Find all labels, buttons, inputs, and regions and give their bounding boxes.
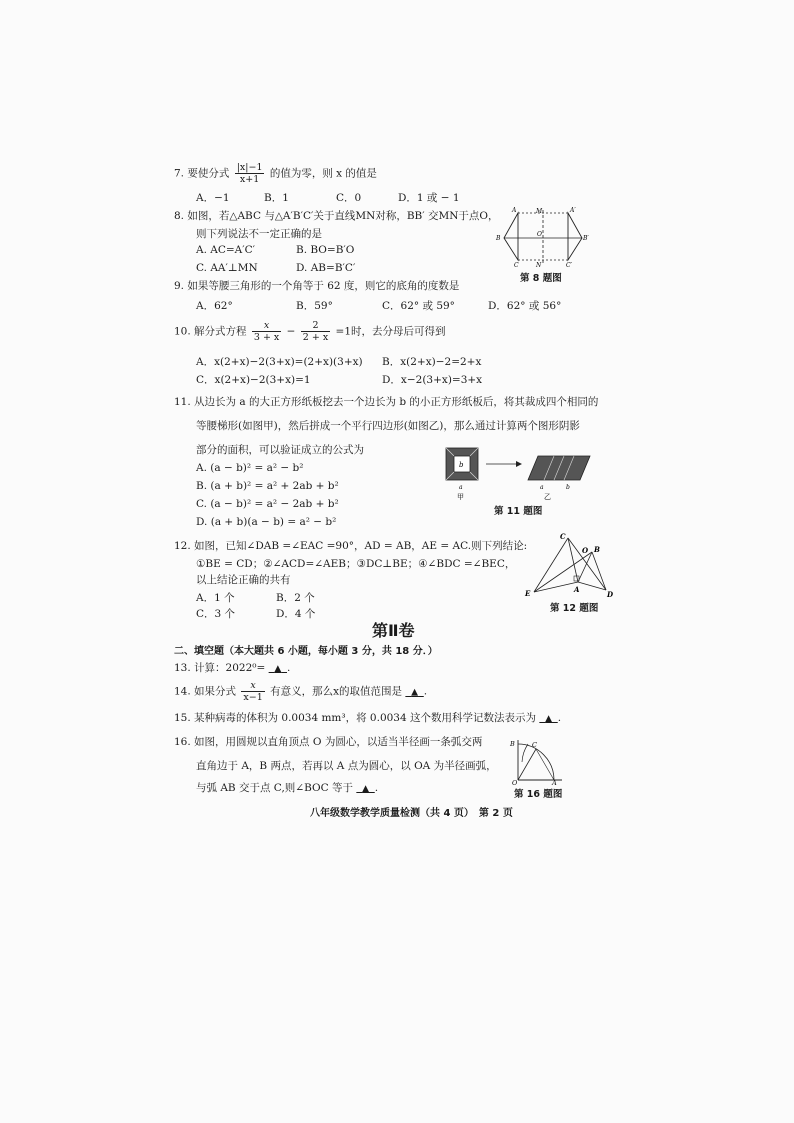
q9-option-b: B．59° [296, 300, 333, 312]
q13-blank [269, 664, 287, 674]
q8-option-a: A. AC=A′C′ [196, 244, 256, 256]
part2-title: 第Ⅱ卷 [372, 621, 415, 640]
q11-fig-b2: b [566, 484, 570, 491]
q11-line2: 等腰梯形(如图甲)，然后拼成一个平行四边形(如图乙)，那么通过计算两个图形阴影 [196, 420, 580, 432]
q11-figure [440, 446, 594, 504]
q14-pre: 如果分式 [194, 685, 237, 698]
q11-option-c: C. (a − b)² = a² − 2ab + b² [196, 498, 339, 510]
q10-f2-num: 2 [301, 320, 330, 332]
q8-line1 [174, 208, 499, 223]
q16-line2: 直角边于 A，B 两点，若再以 A 点为圆心，以 OA 为半径画弧， [196, 760, 497, 772]
q8-label-c-prime: C′ [566, 262, 572, 268]
q11-fig-yi: 乙 [544, 493, 551, 501]
q12-option-c: C．3 个 [196, 608, 236, 620]
q11-num: 11. [174, 396, 191, 408]
q7-option-c: C．0 [336, 192, 362, 204]
q7-fraction [235, 162, 265, 185]
q13-text: 计算：2022⁰= [194, 662, 266, 674]
q12-text-1: 如图，已知∠DAB =∠EAC =90°，AD = AB，AE = AC.则下列结论: [194, 540, 528, 552]
q16-blank-mark: ▲ [362, 784, 369, 794]
q8-option-d: D. AB=B′C′ [296, 262, 356, 274]
q7-frac-den: x+1 [239, 174, 260, 185]
q11-option-d: D. (a + b)(a − b) = a² − b² [196, 516, 337, 528]
q16-num: 16. [174, 736, 191, 748]
q15-blank-mark: ▲ [545, 714, 552, 724]
q7 [174, 162, 377, 185]
q12-figure [522, 530, 616, 600]
q8-label-c: C [514, 262, 519, 268]
q12-option-a: A．1 个 [196, 592, 235, 604]
q10-option-b: B．x(2+x)−2=2+x [382, 356, 482, 368]
q15 [174, 710, 561, 725]
q10-fraction-2 [301, 320, 330, 343]
q14-blank [405, 688, 423, 698]
q7-pre: 要使分式 [187, 167, 230, 180]
q13-blank-mark: ▲ [274, 664, 282, 674]
q11-fig-a2: a [540, 484, 544, 491]
q14-frac-den: x−1 [243, 692, 263, 703]
q11-fig-b: b [459, 461, 464, 469]
q11-text-1: 从边长为 a 的大正方形纸板挖去一个边长为 b 的小正方形纸板后，将其裁成四个相同的 [194, 396, 599, 408]
q12-option-b: B．2 个 [276, 592, 315, 604]
q8-label-b: B [496, 235, 501, 242]
q7-option-a: A．−1 [196, 192, 230, 204]
q16-figure [508, 736, 568, 786]
q9-option-a: A．62° [196, 300, 233, 312]
q7-post: 的值为零，则 x 的值是 [269, 167, 377, 180]
q11-line3: 部分的面积，可以验证成立的公式为 [196, 444, 364, 456]
q14-frac-num: x [241, 680, 264, 692]
q8-caption: 第 8 题图 [520, 273, 562, 284]
q8-option-c: C. AA′⊥MN [196, 262, 258, 274]
q16-blank [356, 784, 374, 794]
part2-heading: 二、填空题（本大题共 6 小题，每小题 3 分，共 18 分．） [174, 646, 438, 657]
q8-label-b-prime: B′ [583, 235, 589, 242]
q10-num: 10. [174, 325, 191, 338]
q12-label-d: D [607, 590, 614, 599]
q8-label-m: M [536, 208, 543, 215]
q11-fig-jia: 甲 [457, 493, 464, 501]
q11-fig-a: a [459, 484, 463, 491]
q13 [174, 660, 290, 675]
q10-post: =1时，去分母后可得到 [335, 325, 446, 338]
q12-line1 [174, 538, 527, 553]
q16-label-b: B [510, 740, 515, 748]
q14-blank-mark: ▲ [411, 687, 419, 698]
q12-caption: 第 12 题图 [550, 603, 599, 614]
q15-end: . [557, 712, 562, 724]
q13-end: . [287, 662, 291, 674]
q8-num: 8. [174, 210, 185, 222]
q10-stem [174, 320, 446, 343]
q8-label-a-prime: A′ [570, 207, 576, 214]
q12-label-a: A [574, 585, 580, 594]
q12-label-b: B [594, 545, 600, 554]
q8-label-a: A [512, 207, 517, 214]
q12-num: 12. [174, 540, 191, 552]
q11-option-a: A. (a − b)² = a² − b² [196, 462, 304, 474]
q8-label-o: O [537, 231, 542, 238]
q15-num: 15. [174, 712, 191, 724]
q10-f2-den: 2 + x [302, 332, 329, 343]
q7-num: 7. [174, 167, 185, 180]
q12-label-e: E [525, 589, 531, 598]
q10-option-d: D．x−2(3+x)=3+x [382, 374, 483, 386]
q14-fraction [241, 680, 264, 703]
q9-option-c: C．62° 或 59° [382, 300, 455, 312]
q10-option-a: A．x(2+x)−2(3+x)=(2+x)(3+x) [196, 356, 363, 368]
q12-line3: 以上结论正确的共有 [196, 574, 291, 586]
q8-figure [494, 204, 592, 268]
q16-label-a: A [552, 779, 557, 786]
q16-text-3: 与弧 AB 交于点 C,则∠BOC 等于 [196, 782, 353, 794]
q14-num: 14. [174, 685, 191, 698]
q16-label-o: O [512, 779, 518, 786]
q10-pre: 解分式方程 [194, 325, 247, 338]
q16-text-1: 如图，用圆规以直角顶点 O 为圆心，以适当半径画一条弧交两 [194, 736, 483, 748]
q14 [174, 680, 427, 703]
q10-f1-num: x [252, 320, 281, 332]
q8-label-n: N [536, 262, 542, 268]
q16-label-c: C [532, 741, 537, 749]
q8-line2: 则下列说法不一定正确的是 [196, 228, 322, 240]
q10-f1-den: 3 + x [253, 332, 280, 343]
q9-num: 9. [174, 280, 185, 292]
q12-option-d: D．4 个 [276, 608, 316, 620]
q13-num: 13. [174, 662, 191, 674]
q11-caption: 第 11 题图 [494, 506, 543, 517]
q14-end: . [423, 685, 428, 698]
q15-blank [539, 714, 557, 724]
q16-line1 [174, 734, 482, 749]
q16-line3 [196, 780, 378, 795]
q8-text-1: 如图，若△ABC 与△A′B′C′关于直线MN对称，BB′ 交MN于点O， [187, 210, 499, 222]
q9-stem [174, 278, 459, 293]
q7-frac-num: |x|−1 [236, 162, 263, 173]
q9-option-d: D．62° 或 56° [488, 300, 562, 312]
q9-text: 如果等腰三角形的一个角等于 62 度，则它的底角的度数是 [187, 280, 460, 292]
q12-label-o: O [582, 546, 589, 555]
q11-line1 [174, 394, 598, 409]
q14-post: 有意义，那么x的取值范围是 [270, 685, 403, 698]
q10-minus: − [286, 325, 296, 338]
q10-fraction-1 [252, 320, 281, 343]
q12-label-c: C [560, 532, 566, 541]
q8-option-b: B. BO=B′O [296, 244, 355, 256]
q16-caption: 第 16 题图 [514, 789, 563, 800]
q10-option-c: C．x(2+x)−2(3+x)=1 [196, 374, 311, 386]
q11-option-b: B. (a + b)² = a² + 2ab + b² [196, 480, 339, 492]
q16-end: . [374, 782, 379, 794]
q7-option-b: B．1 [264, 192, 289, 204]
q12-line2: ①BE = CD；②∠ACD=∠AEB；③DC⊥BE；④∠BDC =∠BEC， [196, 558, 516, 570]
q7-option-d: D．1 或 − 1 [398, 192, 460, 204]
q15-text: 某种病毒的体积为 0.0034 mm³，将 0.0034 这个数用科学记数法表示为 [194, 712, 536, 724]
page-footer: 八年级数学教学质量检测（共 4 页） 第 2 页 [310, 808, 513, 819]
